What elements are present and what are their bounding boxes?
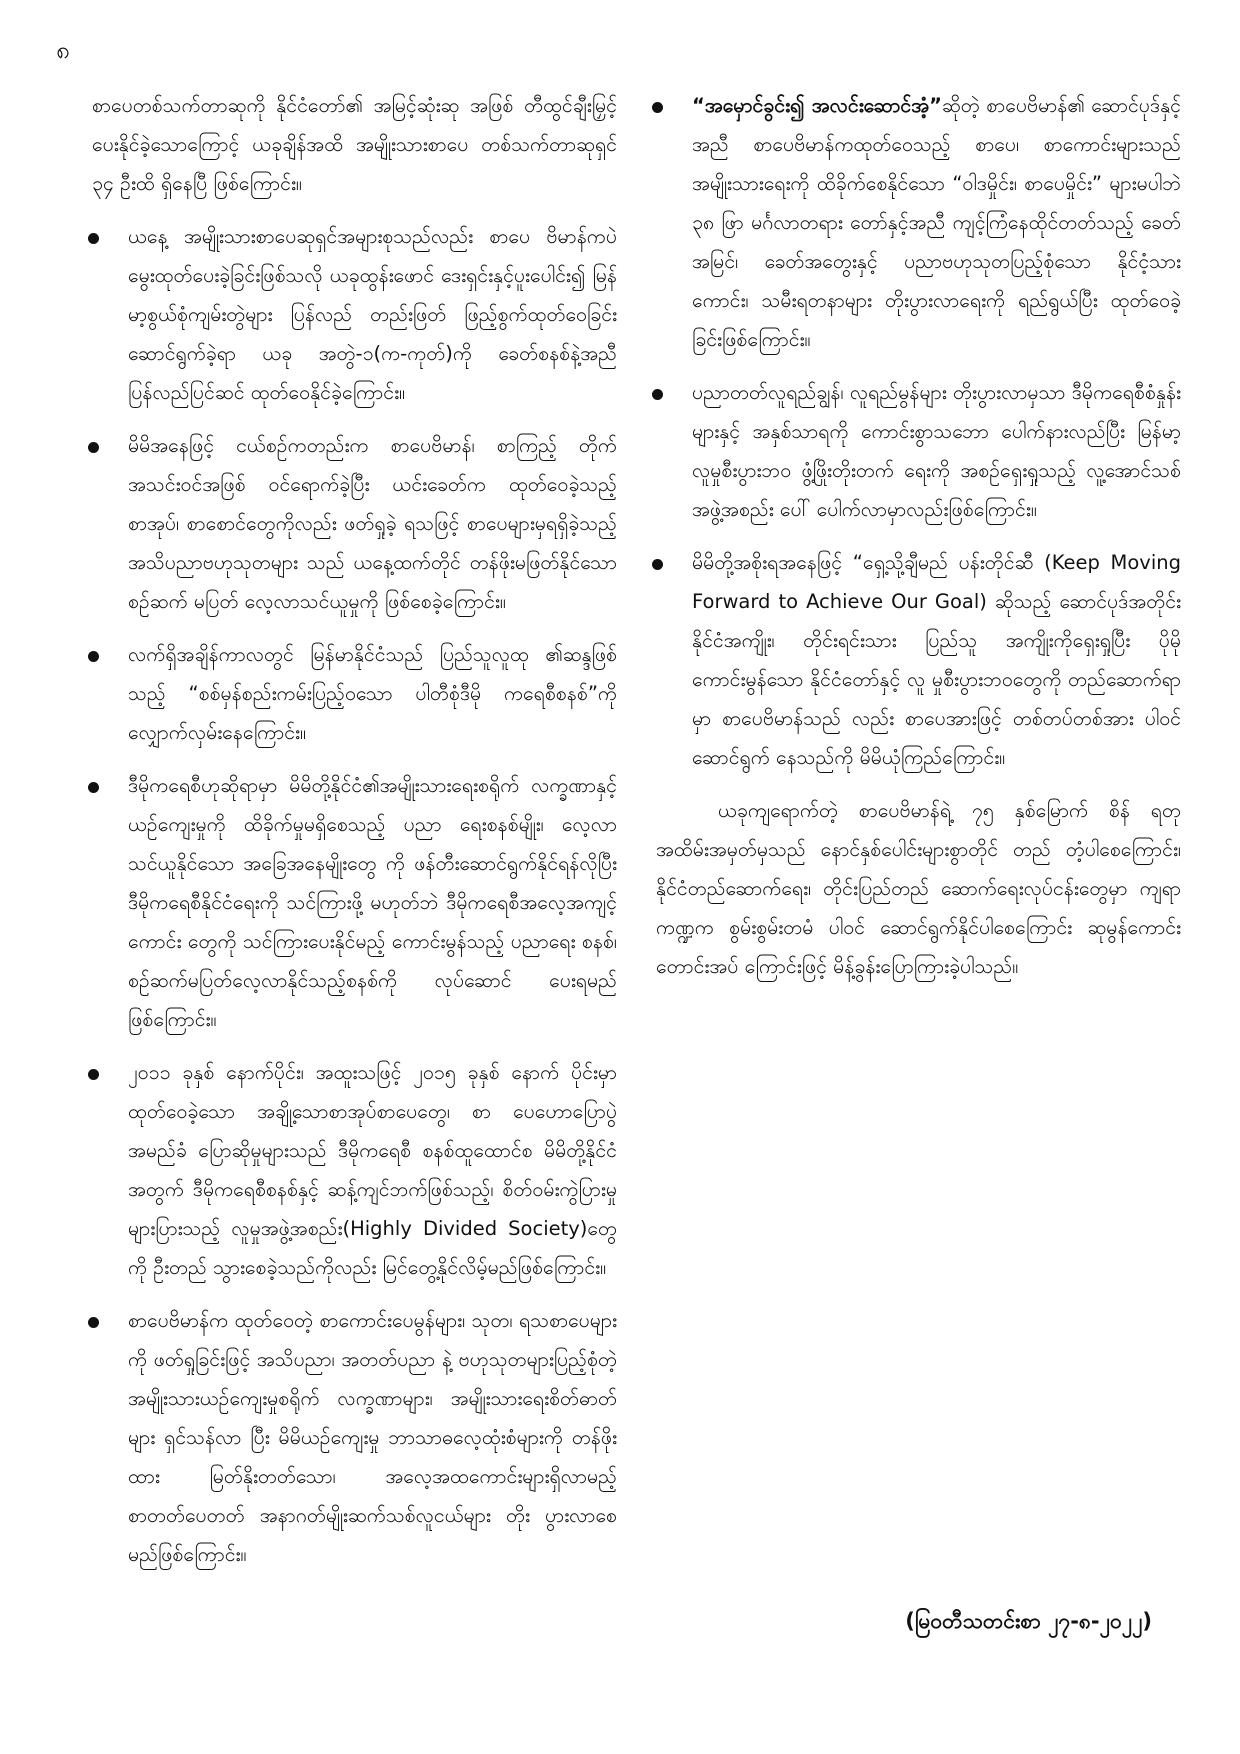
right-column — [656, 86, 1181, 1000]
list-item — [656, 86, 1181, 359]
motto-text: “အမှောင်ခွင်း၍ အလင်းဆောင်အံ့” — [692, 94, 942, 117]
page-number: ၈ — [56, 36, 70, 64]
bullet-icon — [652, 389, 663, 400]
source-citation: (မြဝတီသတင်းစာ ၂၇-၈-၂၀၂၂) — [905, 1609, 1152, 1633]
list-item-text: စာပေဗိမာန်က ထုတ်ဝေတဲ့ စာကောင်းပေမွန်များ၊ သုတ၊ ရသစာပေများကို ဖတ်ရှုခြင်းဖြင့် အသိပညာ၊ အတတ်ပညာ နဲ့ ဗဟုသုတများပြည့်စုံတဲ့ အမျိုးသားယဉ်ကျေးမှုစရိုက် လက္ခဏာများ၊ အမျိုးသားရေးစိတ်ဓာတ်များ ရှင်သန်လာ ပြီး မိမိယဉ်ကျေးမှု ဘာသာဓလေ့ထုံးစံများကို တန်ဖိုးထား မြတ်နိုးတတ်သော၊ အလေ့အထကောင်းများရှိလာမည့် စာတတ်ပေတတ် အနာဂတ်မျိုးဆက်သစ်လူငယ်များ တိုး ပွားလာစေမည်ဖြစ်ကြောင်း။ — [128, 1309, 617, 1566]
list-item — [656, 543, 1181, 777]
bullet-icon — [652, 102, 663, 113]
list-item-text: ၂၀၁၁ ခုနှစ် နောက်ပိုင်း၊ အထူးသဖြင့် ၂၀၁၅ ခုနှစ် နောက် ပိုင်းမှာ ထုတ်ဝေခဲ့သော အချို့သောစာအုပ်စာပေတွေ၊ စာ ပေဟောပြောပွဲအမည်ခံ ပြောဆိုမှုများသည် ဒီမိုကရေစီ စနစ်ထူထောင်စ မိမိတို့နိုင်ငံအတွက် ဒီမိုကရေစီစနစ်နှင့် ဆန့်ကျင်ဘက်ဖြစ်သည့်၊ စိတ်ဝမ်းကွဲပြားမှုများပြားသည့် လူမှုအဖွဲ့အစည်း(Highly Divided Society)တွေကို ဦးတည် သွားစေခဲ့သည်ကိုလည်း မြင်တွေ့နိုင်လိမ့်မည်ဖြစ်ကြောင်း။ — [128, 1061, 617, 1279]
list-item-text: ယနေ့ အမျိုးသားစာပေဆုရှင်အများစုသည်လည်း စာပေ ဗိမာန်ကပဲ မွေးထုတ်ပေးခဲ့ခြင်းဖြစ်သလို ယခုထွန်းဖောင် ဒေးရှင်းနှင့်ပူးပေါင်း၍ မြန်မာ့စွယ်စုံကျမ်းတွဲများ ပြန်လည် တည်းဖြတ် ဖြည့်စွက်ထုတ်ဝေခြင်း ဆောင်ရွက်ခဲ့ရာ ယခု အတွဲ-၁(က-ကုတ်)ကို ခေတ်စနစ်နဲ့အညီ ပြန်လည်ပြင်ဆင် ထုတ်ဝေနိုင်ခဲ့ကြောင်း။ — [128, 225, 617, 404]
bullet-icon — [88, 651, 99, 662]
list-item — [92, 217, 617, 412]
list-item — [92, 1053, 617, 1287]
bullet-icon — [652, 559, 663, 570]
list-item-text: ဒီမိုကရေစီဟုဆိုရာမှာ မိမိတို့နိုင်ငံ၏အမျိုးသားရေးစရိုက် လက္ခဏာနှင့် ယဉ်ကျေးမှုကို ထိခိုက်မှုမရှိစေသည့် ပညာ ရေးစနစ်မျိုး၊ လေ့လာသင်ယူနိုင်သော အခြေအနေမျိုးတွေ ကို ဖန်တီးဆောင်ရွက်နိုင်ရန်လိုပြီး ဒီမိုကရေစီနိုင်ငံရေးကို သင်ကြားဖို့ မဟုတ်ဘဲ ဒီမိုကရေစီအလေ့အကျင့်ကောင်း တွေကို သင်ကြားပေးနိုင်မည့် ကောင်းမွန်သည့် ပညာရေး စနစ်၊ စဉ်ဆက်မပြတ်လေ့လာနိုင်သည့်စနစ်ကို လုပ်ဆောင် ပေးရမည်ဖြစ်ကြောင်း။ — [128, 774, 617, 1031]
bullet-icon — [88, 442, 99, 453]
left-column — [92, 86, 617, 1588]
bullet-icon — [88, 1317, 99, 1328]
list-item — [92, 635, 617, 752]
list-item — [92, 1301, 617, 1574]
list-item-text: မိမိအနေဖြင့် ငယ်စဉ်ကတည်းက စာပေဗိမာန်၊ စာကြည့် တိုက်အသင်းဝင်အဖြစ် ဝင်ရောက်ခဲ့ပြီး ယင်းခေတ်က ထုတ်ဝေခဲ့သည့် စာအုပ်၊ စာစောင်တွေကိုလည်း ဖတ်ရှုခဲ့ ရသဖြင့် စာပေများမှရရှိခဲ့သည့် အသိပညာဗဟုသုတများ သည် ယနေ့ထက်တိုင် တန်ဖိုးမဖြတ်နိုင်သော စဉ်ဆက် မပြတ် လေ့လာသင်ယူမှုကို ဖြစ်စေခဲ့ကြောင်း။ — [128, 434, 617, 613]
list-item — [92, 766, 617, 1039]
list-item-text: လက်ရှိအချိန်ကာလတွင် မြန်မာနိုင်ငံသည် ပြည်သူလူထု ၏ဆန္ဒဖြစ်သည့် “စစ်မှန်စည်းကမ်းပြည့်ဝသော ပါတီစုံဒီမို ကရေစီစနစ်”ကို လျှောက်လှမ်းနေကြောင်း။ — [128, 643, 617, 744]
list-item-text: ပညာတတ်လူရည်ချွန်၊ လူရည်မွန်များ တိုးပွားလာမှသာ ဒီမိုကရေစီစံနှုန်းများနှင့် အနှစ်သာရကို ကောင်းစွာသဘော ပေါက်နားလည်ပြီး မြန်မာ့လူမှုစီးပွားဘဝ ဖွံ့ဖြိုးတိုးတက် ရေးကို အစဉ်ရှေးရှုသည့် လူ့အောင်သစ်အဖွဲ့အစည်း ပေါ် ပေါက်လာမှာလည်းဖြစ်ကြောင်း။ — [692, 381, 1181, 521]
bullet-icon — [88, 782, 99, 793]
intro-paragraph: စာပေတစ်သက်တာဆုကို နိုင်ငံတော်၏ အမြင့်ဆုံးဆု အဖြစ် တီထွင်ချီးမြှင့်ပေးနိုင်ခဲ့သောကြောင့် ယခုချိန်အထိ အမျိုးသားစာပေ တစ်သက်တာဆုရှင် ၃၄ ဦးထိ ရှိနေပြီ ဖြစ်ကြောင်း။ — [92, 94, 617, 195]
list-item — [656, 373, 1181, 529]
list-item-text: ဆိုတဲ့ စာပေဗိမာန်၏ ဆောင်ပုဒ်နှင့်အညီ စာပေဗိမာန်ကထုတ်ဝေသည့် စာပေ၊ စာကောင်းများသည် အမျိုးသားရေးကို ထိခိုက်စေနိုင်သော “ဝါဒမှိုင်း၊ စာပေမှိုင်း” များမပါဘဲ ၃၈ ဖြာ မင်္ဂလာတရား တော်နှင့်အညီ ကျင့်ကြံနေထိုင်တတ်သည့် ခေတ်အမြင်၊ ခေတ်အတွေးနှင့် ပညာဗဟုသုတပြည့်စုံသော နိုင်ငံ့သား ကောင်း၊ သမီးရတနာများ တိုးပွားလာရေးကို ရည်ရွယ်ပြီး ထုတ်ဝေခဲ့ခြင်းဖြစ်ကြောင်း။ — [692, 94, 1181, 351]
bullet-icon — [88, 1069, 99, 1080]
bullet-icon — [88, 233, 99, 244]
closing-paragraph: ယခုကျရောက်တဲ့ စာပေဗိမာန်ရဲ့ ၇၅ နှစ်မြောက် စိန် ရတုအထိမ်းအမှတ်မှသည် နောင်နှစ်ပေါင်းများစွာတိုင် တည် တံ့ပါစေကြောင်း၊ နိုင်ငံတည်ဆောက်ရေး၊ တိုင်းပြည်တည် ဆောက်ရေးလုပ်ငန်းတွေမှာ ကျရာကဏ္ဍက စွမ်းစွမ်းတမံ ပါဝင် ဆောင်ရွက်နိုင်ပါစေကြောင်း ဆုမွန်ကောင်း တောင်းအပ် ကြောင်းဖြင့် မိန့်ခွန်းပြောကြားခဲ့ပါသည်။ — [656, 799, 1181, 978]
list-item-text: မိမိတို့အစိုးရအနေဖြင့် “ရှေ့သို့ချီမည် ပန်းတိုင်ဆီ (Keep Moving Forward to Achieve Our Goal) ဆိုသည့် ဆောင်ပုဒ်အတိုင်း နိုင်ငံအကျိုး၊ တိုင်းရင်းသား ပြည်သူ အကျိုးကိုရှေးရှုပြီး ပိုမိုကောင်းမွန်သော နိုင်ငံတော်နှင့် လူ မှုစီးပွားဘဝတွေကို တည်ဆောက်ရာမှာ စာပေဗိမာန်သည် လည်း စာပေအားဖြင့် တစ်တပ်တစ်အား ပါဝင်ဆောင်ရွက် နေသည်ကို မိမိယုံကြည်ကြောင်း။ — [692, 551, 1181, 769]
list-item — [92, 426, 617, 621]
